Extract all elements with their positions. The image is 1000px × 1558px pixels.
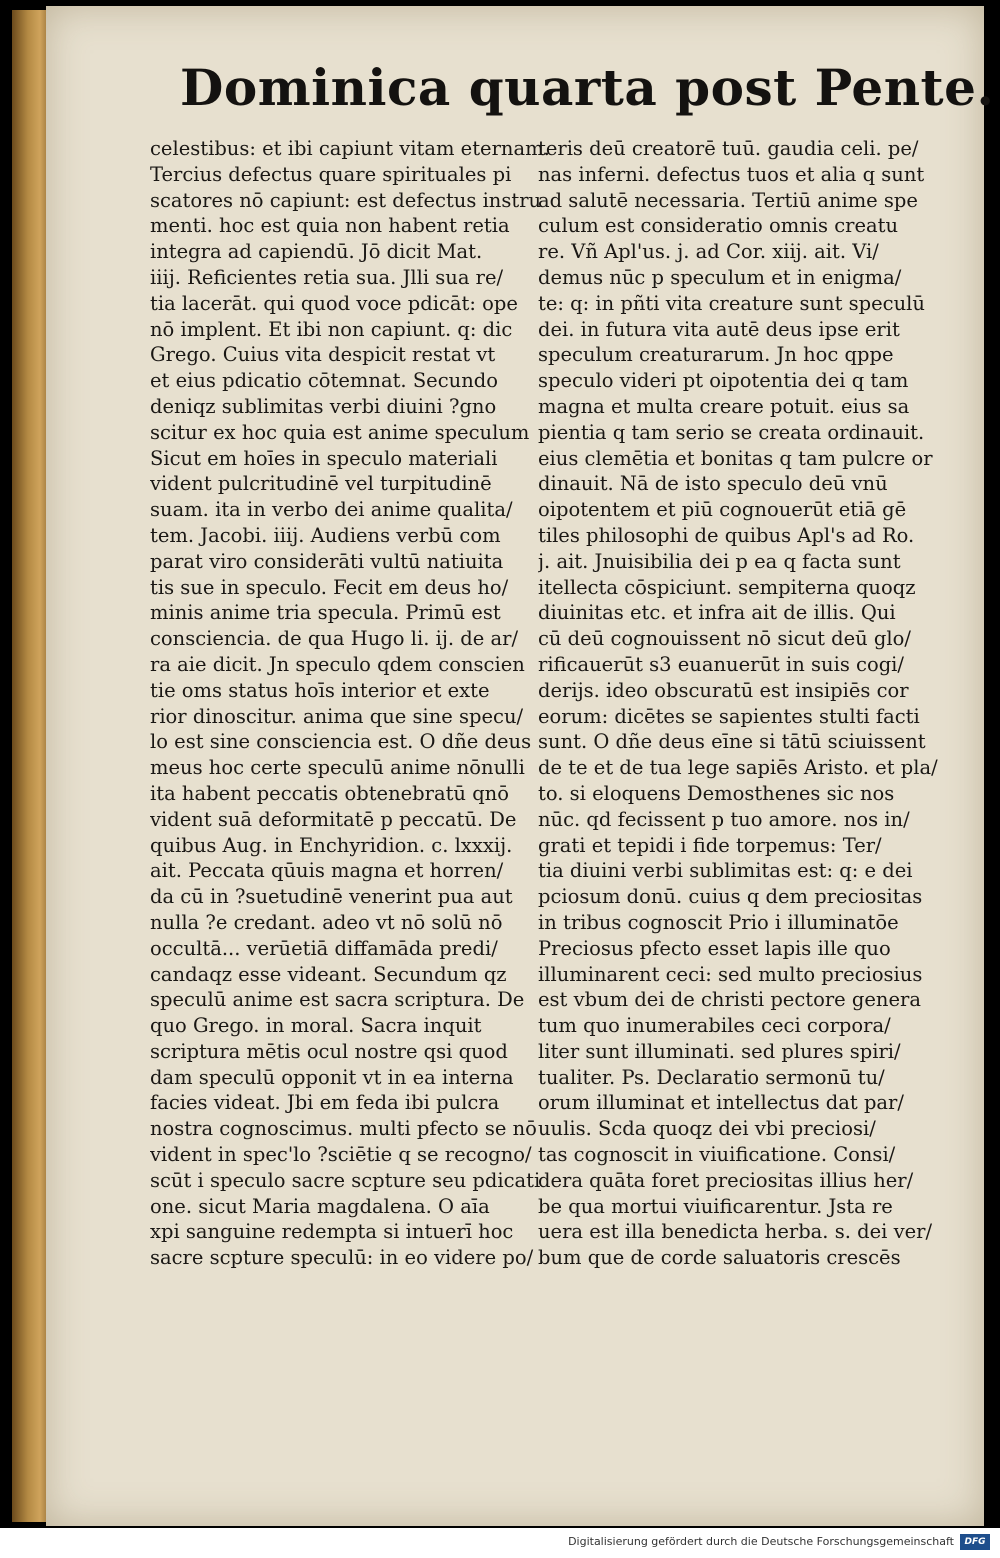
text-line: lo est sine consciencia est. O dñe deus: [150, 730, 532, 754]
text-line: integra ad capiendū. Jō dicit Mat.: [150, 240, 483, 264]
text-line: demus nūc p speculum et in enigma/: [538, 265, 902, 289]
text-line: pciosum donū. cuius q dem preciositas: [538, 885, 923, 909]
text-line: oipotentem et piū cognouerūt etiā gē: [538, 498, 907, 522]
text-line: tia lacerāt. qui quod voce pdicāt: ope: [150, 291, 518, 315]
text-line: derijs. ideo obscuratū est insipiēs cor: [538, 678, 909, 702]
text-line: de te et de tua lege sapiēs Aristo. et pla/: [538, 756, 938, 780]
text-line: suam. ita in verbo dei anime qualita/: [150, 498, 513, 522]
text-line: meus hoc certe speculū anime nōnulli: [150, 756, 525, 780]
text-line: ad salutē necessaria. Tertiū anime spe: [538, 188, 918, 212]
text-line: vident pulcritudinē vel turpitudinē: [150, 472, 492, 496]
text-line: tie oms status hoīs interior et exte: [150, 678, 490, 702]
text-line: eorum: dicētes se sapientes stulti facti: [538, 704, 920, 728]
right-column: [538, 136, 968, 1271]
text-line: j. ait. Jnuisibilia dei p ea q facta sunt: [538, 549, 901, 573]
text-line: speculū anime est sacra scriptura. De: [150, 988, 525, 1012]
text-line: magna et multa creare potuit. eius sa: [538, 394, 910, 418]
dfg-logo-icon: DFG: [960, 1534, 990, 1550]
text-line: da cū in ?suetudinē venerint pua aut: [150, 885, 513, 909]
text-line: iiij. Reficientes retia sua. Jlli sua re/: [150, 265, 504, 289]
text-line: ait. Peccata qūuis magna et horren/: [150, 859, 504, 883]
text-line: orum illuminat et intellectus dat par/: [538, 1091, 904, 1115]
text-line: quibus Aug. in Enchyridion. c. lxxxij.: [150, 833, 513, 857]
text-line: vident in spec'lo ?sciētie q se recogno/: [150, 1143, 532, 1167]
text-line: scitur ex hoc quia est anime speculum: [150, 420, 530, 444]
funding-credit: Digitalisierung gefördert durch die Deutsche Forschungsgemeinschaft: [568, 1535, 954, 1548]
text-line: Preciosus pfecto esset lapis ille quo: [538, 936, 891, 960]
text-line: sunt. O dñe deus eīne si tātū sciuissent: [538, 730, 926, 754]
text-line: occultā... verūetiā diffamāda predi/: [150, 936, 498, 960]
footer-bar: [0, 1528, 1000, 1558]
text-line: uera est illa benedicta herba. s. dei ver/: [538, 1220, 933, 1244]
text-line: grati et tepidi i fide torpemus: Ter/: [538, 833, 882, 857]
text-line: bum que de corde saluatoris crescēs: [538, 1246, 901, 1270]
text-line: in tribus cognoscit Prio i illuminatōe: [538, 910, 899, 934]
text-line: te: q: in pñti vita creature sunt speculū: [538, 291, 925, 315]
text-line: uulis. Scda quoqz dei vbi preciosi/: [538, 1117, 876, 1141]
text-line: nulla ?e credant. adeo vt nō solū nō: [150, 910, 503, 934]
text-line: nas inferni. defectus tuos et alia q sunt: [538, 162, 925, 186]
text-line: dei. in futura vita autē deus ipse erit: [538, 317, 900, 341]
text-line: et eius pdicatio cōtemnat. Secundo: [150, 369, 498, 393]
text-line: itellecta cōspiciunt. sempiterna quoqz: [538, 575, 916, 599]
text-line: liter sunt illuminati. sed plures spiri/: [538, 1039, 901, 1063]
text-line: ra aie dicit. Jn speculo qdem conscien: [150, 652, 525, 676]
text-line: ita habent peccatis obtenebratū qnō: [150, 781, 509, 805]
text-line: nostra cognoscimus. multi pfecto se nō: [150, 1117, 537, 1141]
text-line: dinauit. Nā de isto speculo deū vnū: [538, 472, 888, 496]
text-line: eius clemētia et bonitas q tam pulcre or: [538, 446, 933, 470]
text-line: consciencia. de qua Hugo li. ij. de ar/: [150, 627, 519, 651]
text-line: rificauerūt s3 euanuerūt in suis cogi/: [538, 652, 904, 676]
text-line: Sicut em hoīes in speculo materiali: [150, 446, 498, 470]
text-line: menti. hoc est quia non habent retia: [150, 214, 510, 238]
text-line: teris deū creatorē tuū. gaudia celi. pe/: [538, 137, 919, 160]
text-line: Grego. Cuius vita despicit restat vt: [150, 343, 496, 367]
text-line: scriptura mētis ocul nostre qsi quod: [150, 1039, 508, 1063]
left-column: [150, 136, 590, 1271]
text-line: sacre scpture speculū: in eo videre po/: [150, 1246, 534, 1270]
text-line: tum quo inumerabiles ceci corpora/: [538, 1014, 891, 1038]
text-line: est vbum dei de christi pectore genera: [538, 988, 921, 1012]
text-line: tia diuini verbi sublimitas est: q: e dei: [538, 859, 913, 883]
text-line: diuinitas etc. et infra ait de illis. Qui: [538, 601, 896, 625]
text-line: scūt i speculo sacre scpture seu pdicati: [150, 1168, 541, 1192]
page-title: Dominica quarta post Pente.: [180, 58, 995, 117]
text-line: cū deū cognouissent nō sicut deū glo/: [538, 627, 911, 651]
text-line: quo Grego. in moral. Sacra inquit: [150, 1014, 482, 1038]
text-line: one. sicut Maria magdalena. O aīa: [150, 1194, 490, 1218]
text-line: celestibus: et ibi capiunt vitam eternam.: [150, 137, 550, 160]
text-line: vident suā deformitatē p peccatū. De: [150, 807, 517, 831]
text-line: candaqz esse videant. Secundum qz: [150, 962, 507, 986]
text-line: tas cognoscit in viuificatione. Consi/: [538, 1143, 896, 1167]
text-line: tis sue in speculo. Fecit em deus ho/: [150, 575, 509, 599]
text-line: deniqz sublimitas verbi diuini ?gno: [150, 394, 497, 418]
text-line: parat viro considerāti vultū natiuita: [150, 549, 504, 573]
text-line: tem. Jacobi. iiij. Audiens verbū com: [150, 523, 501, 547]
text-line: facies videat. Jbi em feda ibi pulcra: [150, 1091, 500, 1115]
text-line: scatores nō capiunt: est defectus instru: [150, 188, 542, 212]
text-line: nō implent. Et ibi non capiunt. q: dic: [150, 317, 513, 341]
text-line: minis anime tria specula. Primū est: [150, 601, 501, 625]
text-line: re. Vñ Apl'us. j. ad Cor. xiij. ait. Vi/: [538, 240, 879, 264]
text-line: Tercius defectus quare spirituales pi: [150, 162, 512, 186]
text-line: pientia q tam serio se creata ordinauit.: [538, 420, 925, 444]
text-line: tiles philosophi de quibus Apl's ad Ro.: [538, 523, 915, 547]
text-line: illuminarent ceci: sed multo preciosius: [538, 962, 923, 986]
text-line: dam speculū opponit vt in ea interna: [150, 1065, 514, 1089]
text-line: be qua mortui viuificarentur. Jsta re: [538, 1194, 893, 1218]
text-line: to. si eloquens Demosthenes sic nos: [538, 781, 895, 805]
text-line: nūc. qd fecissent p tuo amore. nos in/: [538, 807, 910, 831]
text-line: speculum creaturarum. Jn hoc qppe: [538, 343, 894, 367]
text-line: speculo videri pt oipotentia dei q tam: [538, 369, 909, 393]
text-line: tualiter. Ps. Declaratio sermonū tu/: [538, 1065, 885, 1089]
text-line: rior dinoscitur. anima que sine specu/: [150, 704, 524, 728]
text-line: xpi sanguine redempta si intuerī hoc: [150, 1220, 514, 1244]
book-page: [46, 6, 995, 1526]
text-line: culum est consideratio omnis creatu: [538, 214, 899, 238]
text-line: dera quāta foret preciositas illius her/: [538, 1168, 914, 1192]
